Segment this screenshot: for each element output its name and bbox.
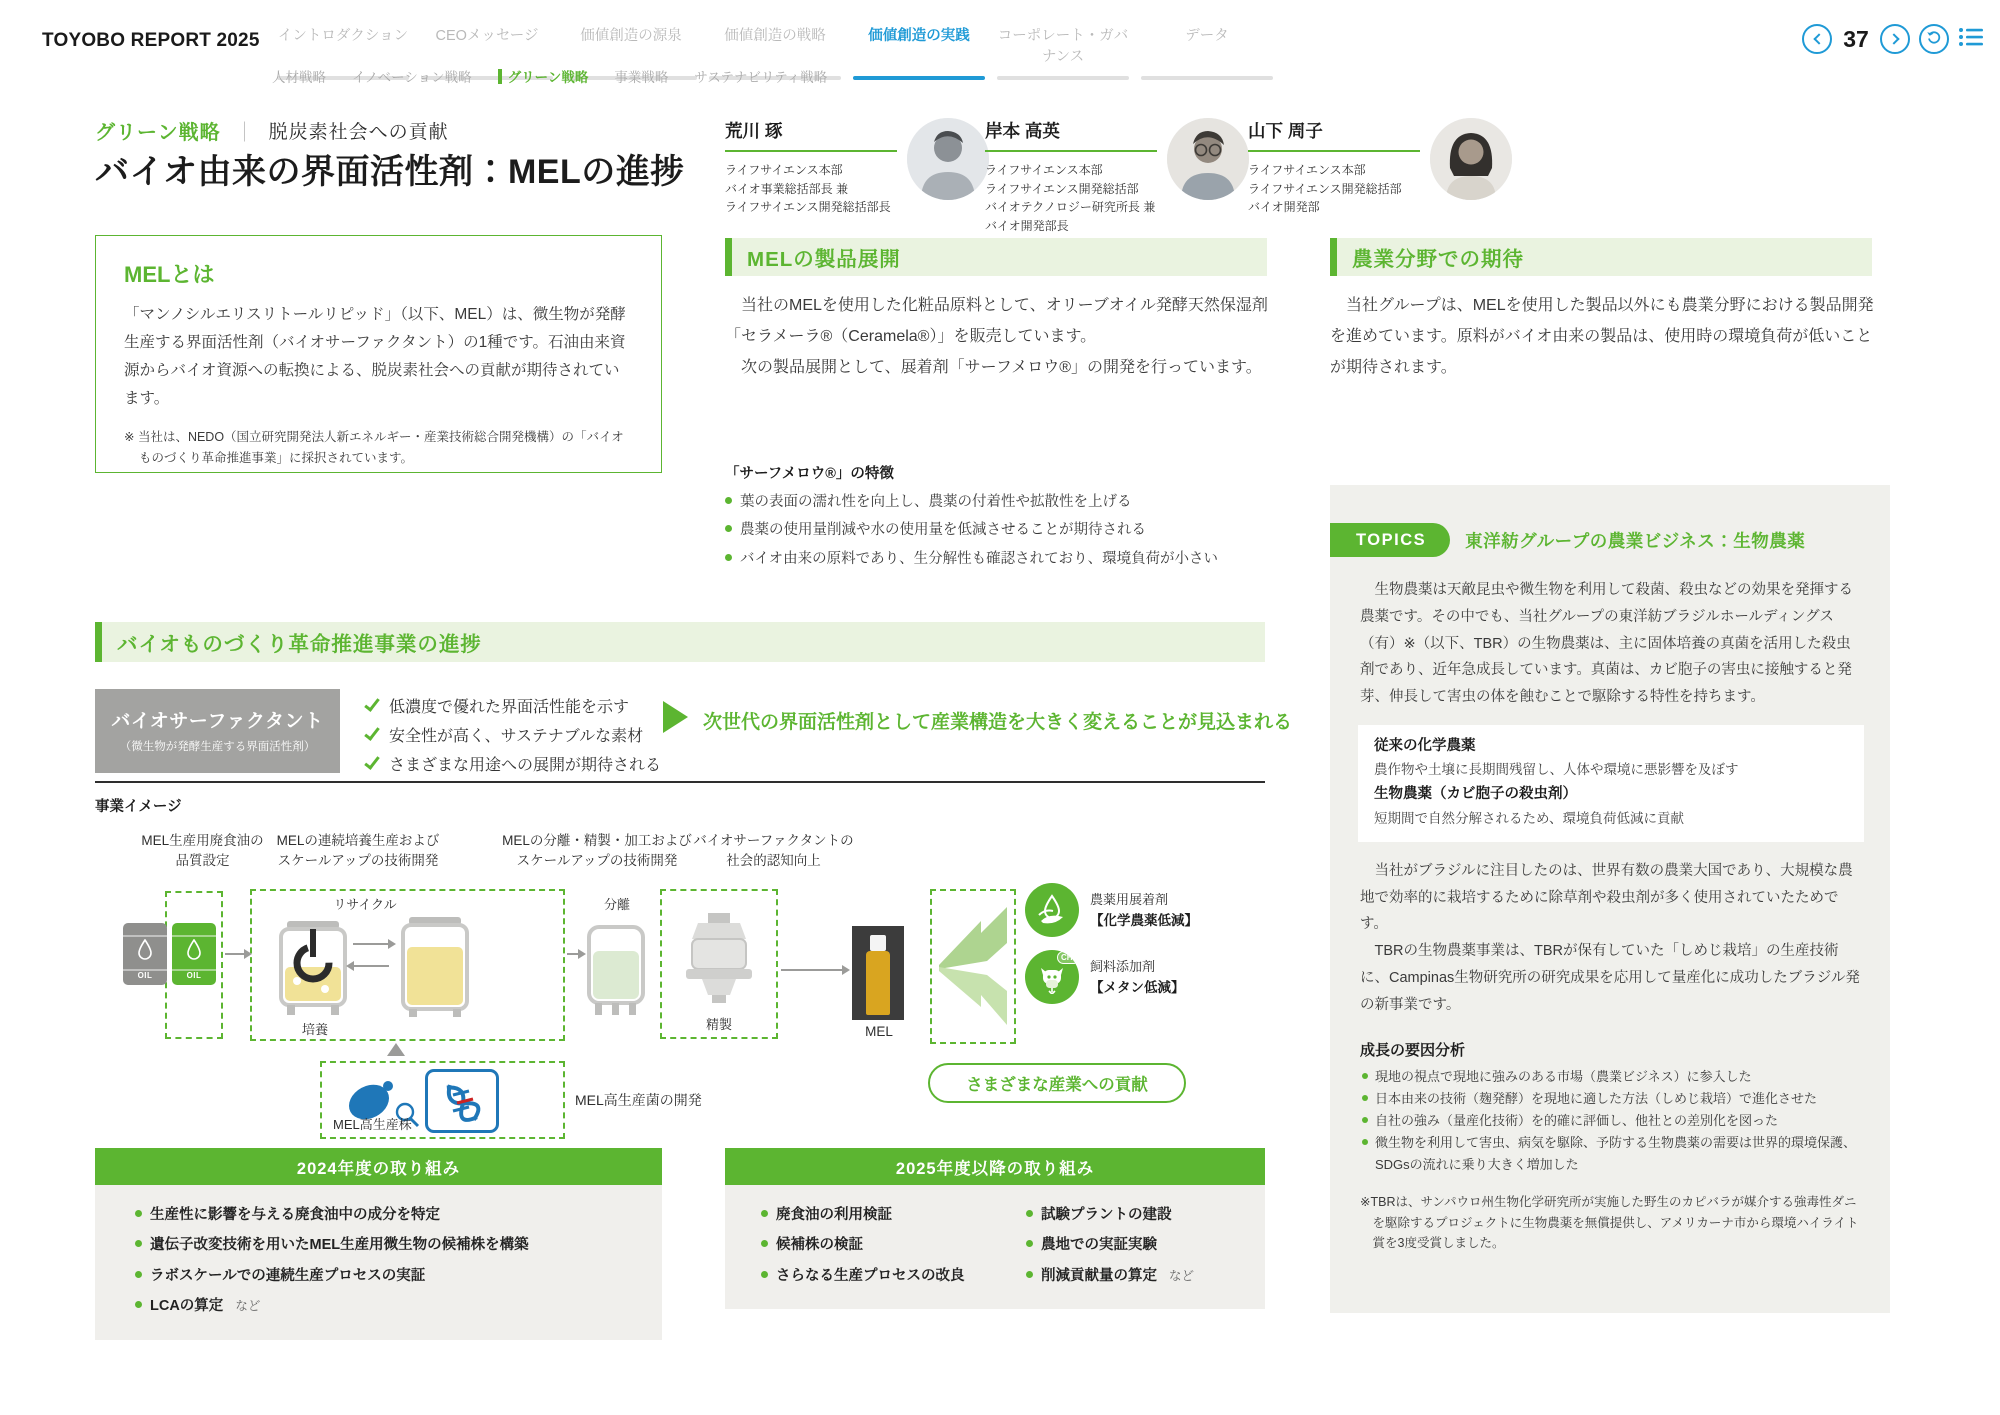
subnav-business-strategy[interactable]: 事業戦略 <box>614 70 669 85</box>
strain-development-label: MEL高生産菌の開発 <box>575 1092 702 1108</box>
list-menu-icon <box>1958 35 1984 52</box>
list-item: さらなる生産プロセスの改良 <box>761 1261 1026 1291</box>
prev-page-button[interactable] <box>1802 24 1832 54</box>
bullet-icon <box>135 1210 142 1217</box>
page-title: バイオ由来の界面活性剤：MELの進捗 <box>95 153 685 191</box>
output-effect: 【メタン低減】 <box>1090 980 1185 995</box>
check-icon <box>364 753 380 770</box>
topics-title: 東洋紡グループの農業ビジネス：生物農薬 <box>1465 530 1806 551</box>
agriculture-paragraph: 当社グループは、MELを使用した製品以外にも農業分野における製品開発を進めています。原料がバイオ由来の製品は、使用時の環境負荷が低いことが期待されます。 <box>1330 297 1874 377</box>
fy2025-header: 2025年度以降の取り組み <box>725 1148 1265 1185</box>
recycle-label: リサイクル <box>333 897 397 912</box>
mel-box-title: MELとは <box>124 262 215 287</box>
output-name: 農薬用展着剤 <box>1090 892 1169 907</box>
tab-data[interactable]: データ <box>1136 24 1278 80</box>
tab-introduction[interactable]: イントロダクション <box>272 24 414 80</box>
tab-value-practice[interactable]: 価値創造の実践 <box>848 24 990 80</box>
section-title: MELの製品展開 <box>747 248 901 271</box>
ch4-bubble: CH₄ <box>1057 951 1080 964</box>
biosurfactant-subtitle: （微生物が発酵生産する界面活性剤） <box>119 741 316 753</box>
flow-arrow-icon <box>225 953 245 955</box>
section-head-agriculture <box>1330 238 1872 276</box>
bio-oil-drum-icon: OIL <box>172 923 216 985</box>
chevron-right-icon <box>1888 33 1899 44</box>
product-body <box>725 290 1270 384</box>
list-item: 廃食油の利用検証 <box>761 1200 1026 1230</box>
industry-contribution-pill: さまざまな産業への貢献 <box>928 1063 1186 1103</box>
tab-underline-active <box>853 76 985 80</box>
culture-tank-icon <box>395 915 475 1024</box>
chevron-left-icon <box>1813 33 1824 44</box>
stage-label: MELの分離・精製・加工および スケールアップの技術開発 <box>502 833 692 869</box>
list-item: 日本由来の技術（麹発酵）を現地に適した方法（しめじ栽培）で進化させた <box>1362 1088 1864 1110</box>
subnav-innovation-strategy[interactable]: イノベーション戦略 <box>352 70 472 85</box>
compare-term: 生物農薬（カビ胞子の殺虫剤） <box>1374 786 1577 803</box>
list-item: 削減貢献量の算定 など <box>1026 1261 1241 1291</box>
flow-arrow-icon <box>781 969 843 971</box>
pesticide-compare-box <box>1358 725 1864 842</box>
stage-label: MEL生産用廃食油の 品質設定 <box>141 833 264 869</box>
stage-label: バイオサーファクタントの 社会的認知向上 <box>693 833 854 869</box>
profile-card: 荒川 琢 ライフサイエンス本部 バイオ事業総括部長 兼 ライフサイエンス開発総括部長 <box>725 118 989 217</box>
list-item: 自社の強み（量産化技術）を的確に評価し、他社との差別化を図った <box>1362 1110 1864 1132</box>
bullet-icon <box>1026 1210 1033 1217</box>
output-name: 飼料添加剤 <box>1090 959 1156 974</box>
arrow-right-icon <box>663 701 688 733</box>
tab-underline <box>1141 76 1273 80</box>
pesticide-spreader-icon <box>1025 883 1079 937</box>
heading-accent-bar <box>1330 238 1337 276</box>
surfactant-check-list <box>368 691 661 778</box>
list-item: 遺伝子改変技術を用いたMEL生産用微生物の候補株を構築 <box>135 1230 644 1260</box>
flow-arrow-icon <box>567 953 579 955</box>
agriculture-body <box>1330 290 1886 384</box>
refining-device-icon <box>678 913 760 1010</box>
back-button[interactable] <box>1919 24 1949 54</box>
section-title: バイオものづくり革命推進事業の進捗 <box>117 633 482 656</box>
bullet-icon <box>761 1271 768 1278</box>
person-name: 山下 周子 <box>1248 118 1420 152</box>
bullet-icon <box>725 497 732 504</box>
list-item: LCAの算定 など <box>135 1291 644 1321</box>
list-item: 現地の視点で現地に強みのある市場（農業ビジネス）に参入した <box>1362 1066 1864 1088</box>
topics-paragraph: TBRの生物農薬事業は、TBRが保有していた「しめじ栽培」の生産技術に、Campinas生物研究所の研究成果を応用して量産化に成功したブラジル発の新事業です。 <box>1360 943 1860 1013</box>
topics-footnote: ※TBRは、サンパウロ州生物化学研究所が実施した野生のカピバラが媒介する強毒性ダニを駆除するプロジェクトに生物農薬を無償提供し、アメリカーナ市から環境ハイライト賞を3度受賞しました。 <box>1360 1195 1859 1251</box>
tab-underline <box>997 76 1129 80</box>
recycle-arrow-icon <box>353 965 389 967</box>
profile-card: 岸本 高英 ライフサイエンス本部 ライフサイエンス開発総括部 バイオテクノロジー研究所長 兼 バイオ開発部長 <box>985 118 1249 235</box>
next-page-button[interactable] <box>1880 24 1910 54</box>
waste-oil-drum-icon: OIL <box>123 923 167 985</box>
bullet-icon <box>1362 1117 1368 1123</box>
bullet-icon <box>135 1240 142 1247</box>
category-separator: ｜ <box>234 122 255 144</box>
bullet-icon <box>1362 1073 1368 1079</box>
product-paragraph: 次の製品展開として、展着剤「サーフメロウ®」の開発を行っています。 <box>741 359 1262 377</box>
check-icon <box>364 695 380 712</box>
section-title: 農業分野での期待 <box>1352 248 1524 271</box>
topics-badge: TOPICS <box>1330 523 1450 557</box>
profile-photo <box>907 118 989 200</box>
subnav-sustainability-strategy[interactable]: サステナビリティ戦略 <box>694 70 828 85</box>
list-item: 微生物を利用して害虫、病気を駆除、予防する生物農薬の需要は世界的環境保護、SDGsの流れに乗り大きく増加した <box>1362 1132 1864 1176</box>
features-title: 「サーフメロウ®」の特徴 <box>725 466 894 482</box>
bullet-icon <box>725 525 732 532</box>
mel-label: MEL <box>865 1024 893 1039</box>
output-effect: 【化学農薬低減】 <box>1090 913 1198 928</box>
strain-label: MEL高生産株 <box>333 1117 412 1132</box>
bullet-icon <box>725 554 732 561</box>
topics-paragraph: 当社がブラジルに注目したのは、世界有数の農業大国であり、大規模な農地で効率的に栽培するために除草剤や殺虫剤が多く使用されていたためです。 <box>1360 862 1853 933</box>
toc-menu-button[interactable] <box>1958 26 1984 53</box>
separation-label: 分離 <box>603 897 630 912</box>
fy2024-list <box>135 1200 644 1322</box>
category-line <box>95 116 449 145</box>
list-item: 試験プラントの建設 <box>1026 1200 1241 1230</box>
diagram-caption: 事業イメージ <box>95 799 182 815</box>
list-item: さまざまな用途への展開が期待される <box>368 749 661 778</box>
bullet-icon <box>761 1210 768 1217</box>
separation-tank-icon <box>583 923 649 1022</box>
list-item: 葉の表面の濡れ性を向上し、農薬の付着性や拡散性を上げる <box>725 488 1270 516</box>
tab-governance[interactable]: コーポレート・ガバナンス <box>992 24 1134 80</box>
heading-accent-bar <box>725 238 732 276</box>
list-item: 候補株の検証 <box>761 1230 1026 1260</box>
etc-label: など <box>235 1299 261 1314</box>
topics-header <box>1330 523 1890 557</box>
profile-photo <box>1167 118 1249 200</box>
fermenter-icon <box>273 919 353 1022</box>
bullet-icon <box>135 1301 142 1308</box>
recycle-arrow-icon <box>353 943 389 945</box>
list-item: 生産性に影響を与える廃食油中の成分を特定 <box>135 1200 644 1230</box>
features-list <box>725 488 1270 573</box>
list-item: 農薬の使用量削減や水の使用量を低減させることが期待される <box>725 516 1270 544</box>
page-controls <box>1802 24 1984 54</box>
biosurfactant-title: バイオサーファクタント <box>111 711 324 732</box>
bullet-icon <box>761 1240 768 1247</box>
arrow-up-icon <box>387 1043 405 1056</box>
etc-label: など <box>1169 1268 1195 1283</box>
list-item: 安全性が高く、サステナブルな素材 <box>368 720 661 749</box>
sub-nav <box>272 66 827 86</box>
person-name: 荒川 琢 <box>725 118 897 152</box>
topics-box <box>1330 485 1890 1313</box>
divider <box>95 781 1265 783</box>
bullet-icon <box>135 1271 142 1278</box>
mel-definition-box <box>95 235 662 473</box>
fy2025-box <box>725 1148 1265 1309</box>
subnav-hr-strategy[interactable]: 人材戦略 <box>272 70 326 85</box>
report-logo: TOYOBO REPORT 2025 <box>42 30 260 51</box>
check-icon <box>364 724 380 741</box>
tab-ceo-message[interactable]: CEOメッセージ <box>416 24 558 80</box>
mel-box-note: ※ 当社は、NEDO（国立研究開発法人新エネルギー・産業技術総合開発機構）の「バイオものづくり革命推進事業」に採択されています。 <box>124 429 624 465</box>
section-head-product <box>725 238 1267 276</box>
stage-label: MELの連続培養生産および スケールアップの技術開発 <box>276 833 440 869</box>
refining-label: 精製 <box>705 1017 732 1032</box>
category-sublabel: 脱炭素社会への貢献 <box>268 122 449 143</box>
fy2024-header: 2024年度の取り組み <box>95 1148 662 1185</box>
bullet-icon <box>1362 1095 1368 1101</box>
list-item: バイオ由来の原料であり、生分解性も確認されており、環境負荷が小さい <box>725 545 1270 573</box>
category-label: グリーン戦略 <box>95 122 221 144</box>
active-marker-bar <box>498 69 502 84</box>
compare-term: 従来の化学農薬 <box>1374 738 1476 755</box>
list-item: 農地での実証実験 <box>1026 1230 1241 1260</box>
tab-value-source[interactable]: 価値創造の源泉 <box>560 24 702 80</box>
conclusion-text: 次世代の界面活性剤として産業構造を大きく変えることが見込まれる <box>703 712 1293 733</box>
compare-desc: 短期間で自然分解されるため、環境負荷低減に貢献 <box>1374 810 1684 826</box>
fy2024-box <box>95 1148 662 1340</box>
biosurfactant-box <box>95 689 340 773</box>
heading-accent-bar <box>95 622 102 662</box>
tab-value-strategy[interactable]: 価値創造の戦略 <box>704 24 846 80</box>
product-paragraph: 当社のMELを使用した化粧品原料として、オリーブオイル発酵天然保湿剤「セラメーラ®（Ceramela®）」を販売しています。 <box>725 297 1268 346</box>
culture-label: 培養 <box>301 1022 328 1037</box>
growth-analysis-list <box>1362 1066 1864 1176</box>
bullet-icon <box>1026 1271 1033 1278</box>
profile-photo <box>1430 118 1512 200</box>
list-item: ラボスケールでの連続生産プロセスの実証 <box>135 1261 644 1291</box>
fy2025-list-left <box>761 1200 1026 1291</box>
list-item: 低濃度で優れた界面活性能を示す <box>368 691 661 720</box>
fan-arrows-icon <box>937 903 1011 1038</box>
mel-bottle-photo <box>852 926 904 1020</box>
profile-card: 山下 周子 ライフサイエンス本部 ライフサイエンス開発総括部 バイオ開発部 <box>1248 118 1512 217</box>
compare-desc: 農作物や土壌に長期間残留し、人体や環境に悪影響を及ぼす <box>1374 762 1739 778</box>
bullet-icon <box>1026 1240 1033 1247</box>
section-head-bio-project <box>95 622 1265 662</box>
fy2025-list-right <box>1026 1200 1241 1291</box>
growth-analysis-title: 成長の要因分析 <box>1360 1041 1466 1059</box>
undo-icon <box>1926 29 1942 50</box>
subnav-green-strategy[interactable]: グリーン戦略 <box>498 66 589 86</box>
bullet-icon <box>1362 1139 1368 1145</box>
person-name: 岸本 高英 <box>985 118 1157 152</box>
mel-box-body: 「マンノシルエリスリトールリピッド」（以下、MEL）は、微生物が発酵生産する界面活性剤（バイオサーファクタント）の1種です。石油由来資源からバイオ資源への転換による、脱炭素社会への貢献が期待されています。 <box>124 306 626 407</box>
business-image-diagram <box>95 793 1265 1145</box>
topics-paragraph: 生物農薬は天敵昆虫や微生物を利用して殺菌、殺虫などの効果を発揮する農薬です。その中でも、当社グループの東洋紡ブラジルホールディングス（有）※（以下、TBR）の生物農薬は、主に固体培養の真菌を活用した殺虫剤であり、近年急成長しています。真菌は、カビ胞子の害虫に接触すると発芽、伸長して害虫の体を蝕むことで駆除する特性を持ちます。 <box>1360 582 1853 706</box>
page-number: 37 <box>1843 25 1869 52</box>
